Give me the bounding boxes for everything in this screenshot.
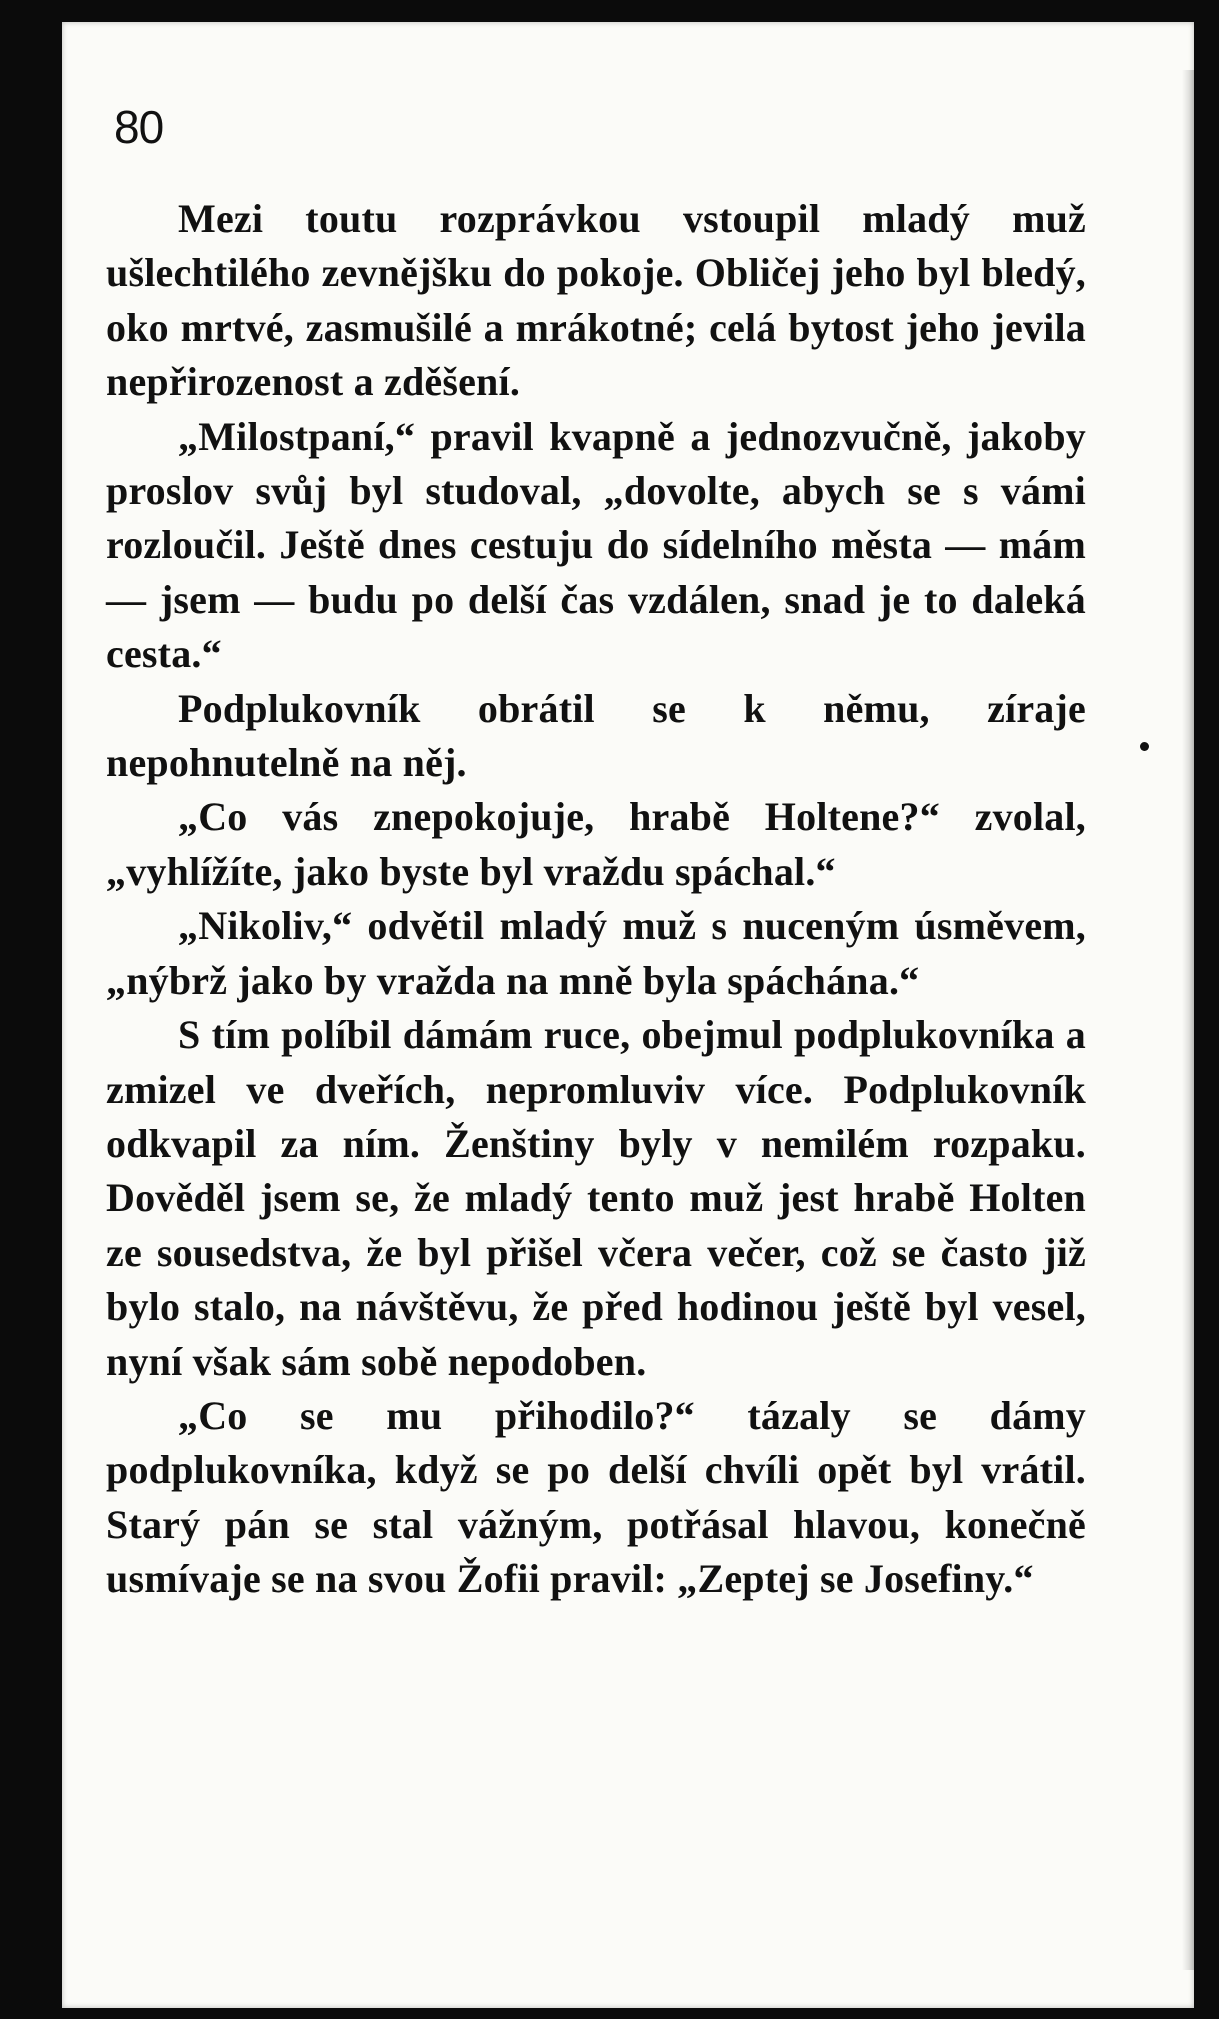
paragraph: „Co vás znepokojuje, hrabě Holtene?“ zvolal, „vyhlížíte, jako byste byl vraždu spáchal.“: [106, 794, 1086, 894]
paragraph: S tím políbil dámám ruce, obejmul podplukovníka a zmizel ve dveřích, nepromluviv více. Podplukovník odkvapil za ním. Ženštiny byly v nemilém rozpaku. Dověděl jsem se, že mladý tento muž jest hrabě Holten ze sousedstva, že byl přišel včera večer, což se často již bylo stalo, na návštěvu, že před hodinou ještě byl vesel, nyní však sám sobě nepodoben.: [106, 1012, 1086, 1384]
paragraph: Podplukovník obrátil se k němu, zíraje nepohnutelně na něj.: [106, 685, 1086, 786]
paragraph: „Nikoliv,“ odvětil mladý muž s nuceným úsměvem, „nýbrž jako by vražda na mně byla spáchána.“: [106, 903, 1086, 1003]
body-text: [106, 192, 1086, 1607]
page-edge-shadow: [1182, 70, 1194, 1970]
paragraph: „Milostpaní,“ pravil kvapně a jednozvučně, jakoby proslov svůj byl studoval, „dovolte, abych se s vámi rozloučil. Ještě dnes cestuju do sídelního města — mám — jsem — budu po delší čas vzdálen, snad je to daleká cesta.“: [106, 413, 1086, 677]
paragraph: Mezi toutu rozprávkou vstoupil mladý muž ušlechtilého zevnějšku do pokoje. Obličej jeho byl bledý, oko mrtvé, zasmušilé a mrákotné; celá bytost jeho jevila nepřirozenost a zděšení.: [106, 196, 1086, 405]
ink-speck: [1140, 742, 1149, 751]
page-number: 80: [114, 101, 164, 153]
paragraph: „Co se mu přihodilo?“ tázaly se dámy podplukovníka, když se po delší chvíli opět byl vrátil. Starý pán se stal vážným, potřásal hlavou, konečně usmívaje se na svou Žofii pravil: „Zeptej se Josefiny.“: [106, 1392, 1086, 1602]
